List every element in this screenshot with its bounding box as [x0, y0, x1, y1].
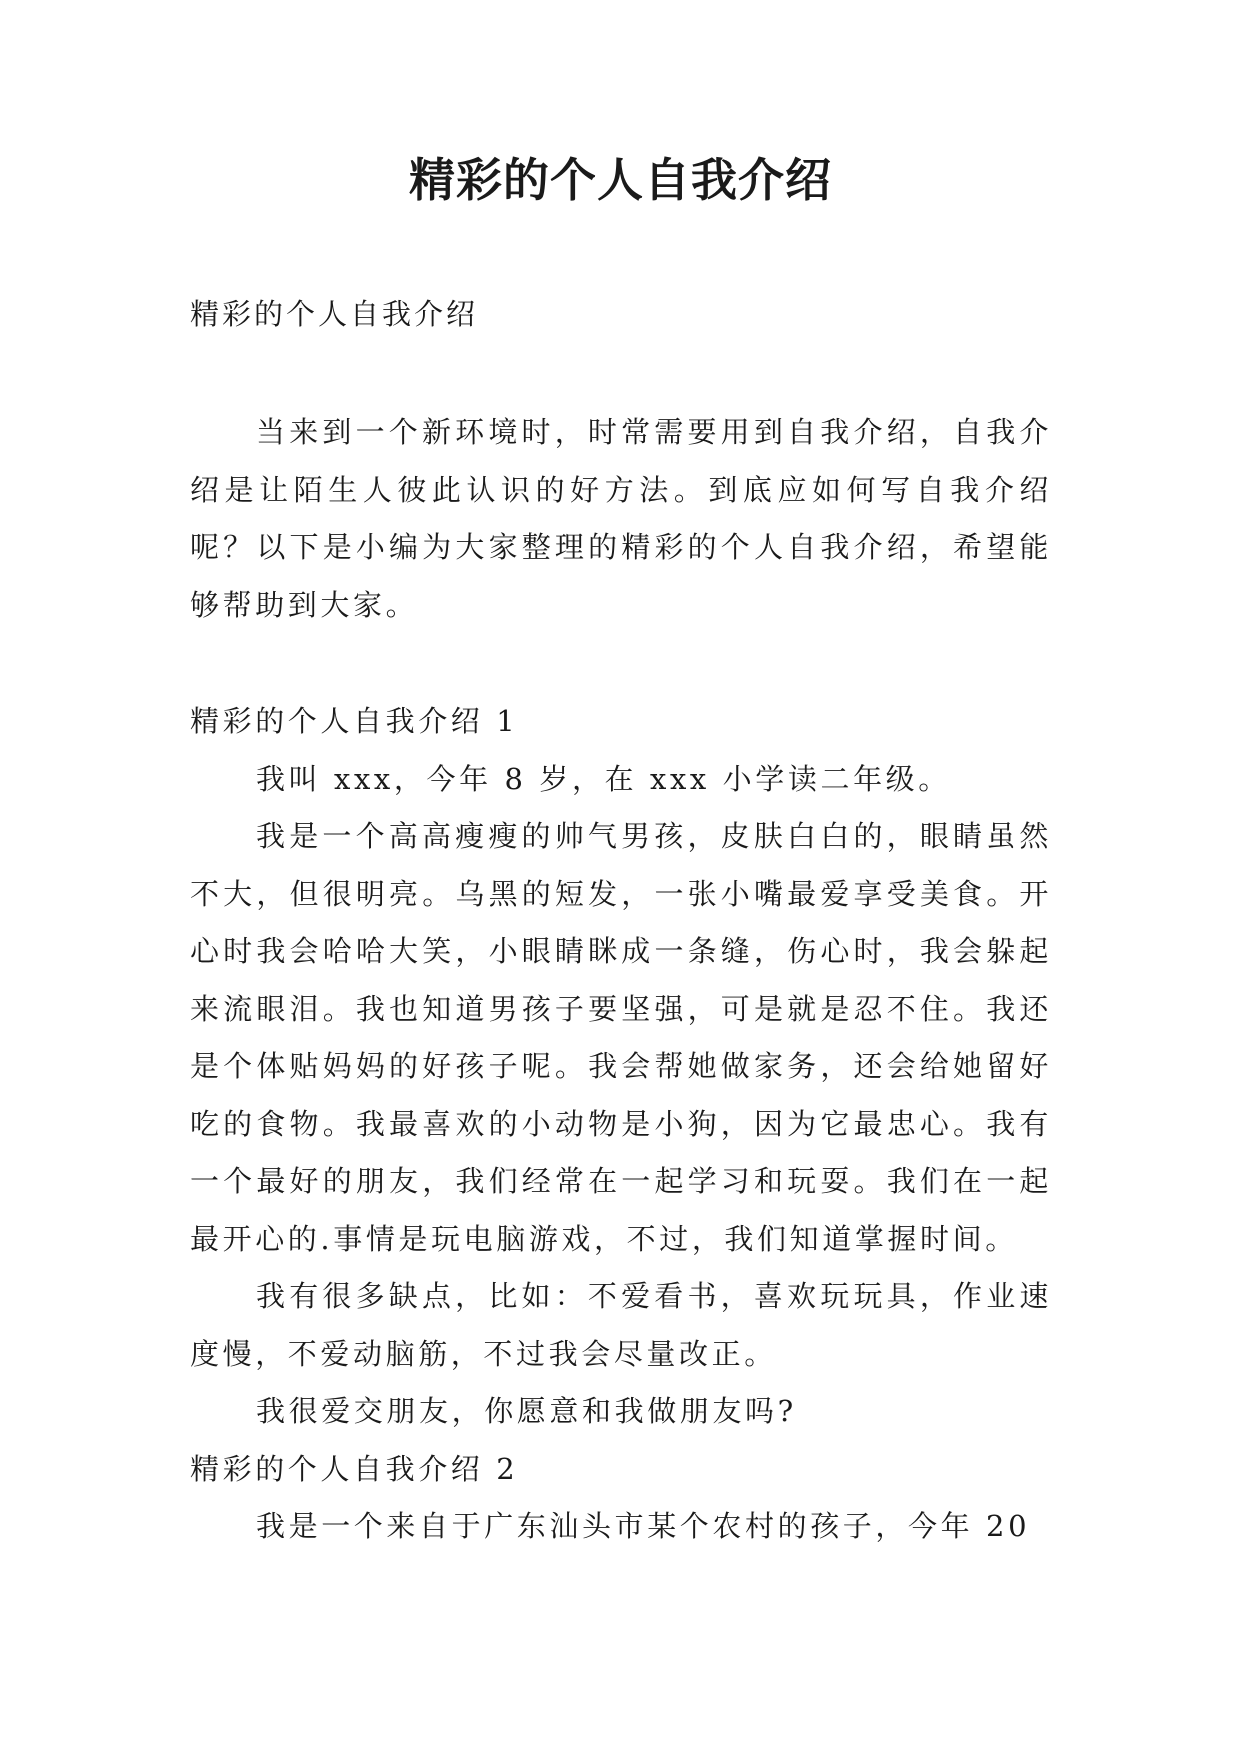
intro-block	[190, 404, 1052, 634]
section-2-paragraph-1: 我是一个来自于广东汕头市某个农村的孩子，今年 20	[256, 1509, 1031, 1543]
section-1-paragraph-4: 我很爱交朋友，你愿意和我做朋友吗?	[256, 1394, 797, 1428]
main-content	[190, 693, 1052, 1556]
section-1-paragraph-1: 我叫 xxx，今年 8 岁，在 xxx 小学读二年级。	[256, 761, 951, 796]
section-1-heading: 精彩的个人自我介绍 1	[190, 704, 519, 738]
section-2-heading: 精彩的个人自我介绍 2	[190, 1451, 519, 1486]
document-subtitle: 精彩的个人自我介绍	[190, 297, 479, 331]
intro-paragraph: 当来到一个新环境时，时常需要用到自我介绍，自我介绍是让陌生人彼此认识的好方法。到底应如何写自我介绍呢？以下是小编为大家整理的精彩的个人自我介绍，希望能够帮助到大家。	[190, 415, 1052, 622]
section-1-paragraph-3: 我有很多缺点，比如：不爱看书，喜欢玩玩具，作业速度慢，不爱动脑筋，不过我会尽量改正。	[190, 1279, 1052, 1371]
section-1-paragraph-2: 我是一个高高瘦瘦的帅气男孩，皮肤白白的，眼睛虽然不大，但很明亮。乌黑的短发，一张小嘴最爱享受美食。开心时我会哈哈大笑，小眼睛眯成一条缝，伤心时，我会躲起来流眼泪。我也知道男孩子要坚强，可是就是忍不住。我还是个体贴妈妈的好孩子呢。我会帮她做家务，还会给她留好吃的食物。我最喜欢的小动物是小狗，因为它最忠心。我有一个最好的朋友，我们经常在一起学习和玩耍。我们在一起最开心的.事情是玩电脑游戏，不过，我们知道掌握时间。	[190, 819, 1052, 1256]
document-title: 精彩的个人自我介绍	[409, 153, 832, 207]
